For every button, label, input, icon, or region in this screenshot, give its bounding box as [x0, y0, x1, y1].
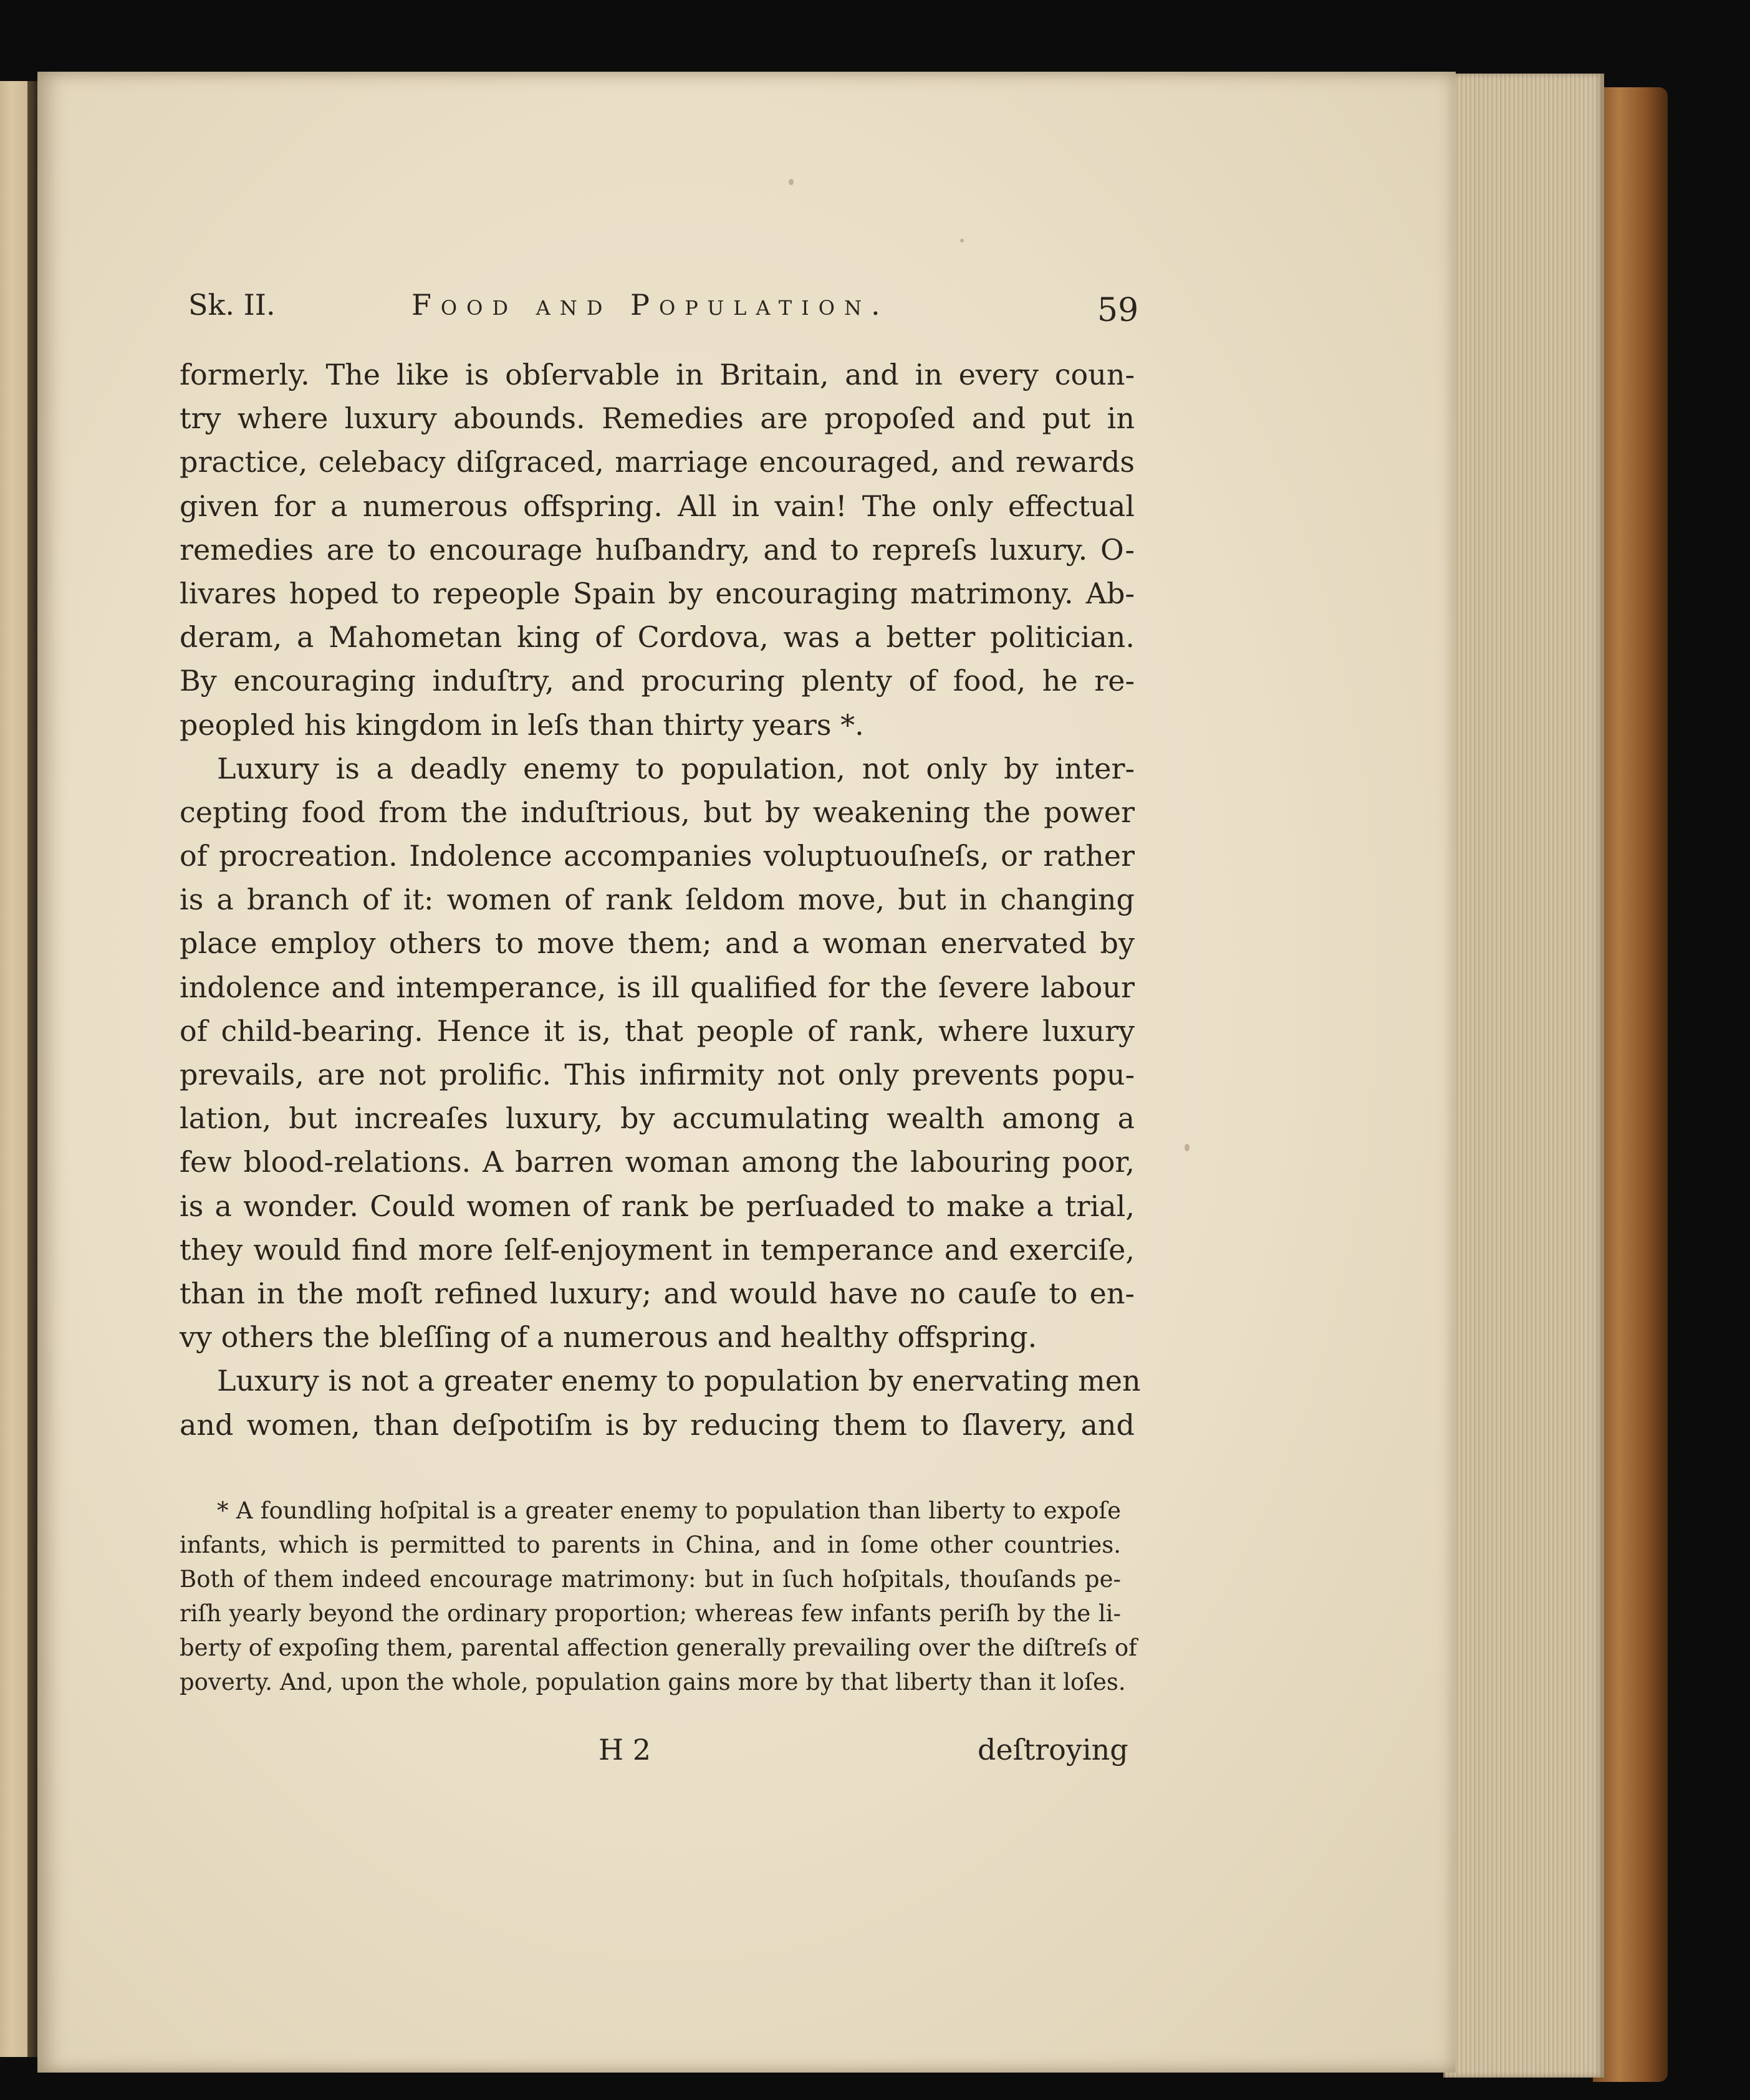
running-title: Food and Population. [411, 288, 890, 322]
footnote-line: poverty. And, upon the whole, population gains more by that liberty than it loſes. [180, 1669, 1126, 1695]
text-line: practice, celebacy diſgraced, marriage encouraged, and rewards [180, 445, 1135, 479]
text-line: prevails, are not prolific. This infirmity not only prevents popu- [180, 1058, 1135, 1091]
text-line: they would find more ſelf-enjoyment in temperance and exerciſe, [180, 1232, 1135, 1267]
text-line: lation, but increaſes luxury, by accumulating wealth among a [180, 1101, 1135, 1136]
footnote-line: * A foundling hoſpital is a greater enemy to population than liberty to expoſe [217, 1497, 1121, 1524]
text-line: given for a numerous offspring. All in vain! The only effectual [180, 489, 1135, 523]
text-line: formerly. The like is obſervable in Britain, and in every coun- [180, 358, 1135, 391]
catchword: deſtroying [978, 1733, 1128, 1767]
section-label: Sk. II. [188, 288, 276, 322]
text-line: than in the moſt refined luxury; and would have no cauſe to en- [180, 1276, 1135, 1310]
text-line: few blood-relations. A barren woman among the labouring poor, [180, 1145, 1135, 1179]
body-text [180, 353, 1141, 1447]
text-line: remedies are to encourage huſbandry, and to repreſs luxury. O- [180, 532, 1135, 567]
text-line: is a wonder. Could women of rank be perſuaded to make a trial, [180, 1189, 1135, 1223]
leather-cover-edge [1593, 87, 1668, 2082]
footnote [180, 1493, 1137, 1699]
paper-speck [960, 239, 964, 242]
text-line: cepting food from the induſtrious, but by weakening the power [180, 795, 1135, 829]
text-line: livares hoped to repeople Spain by encouraging matrimony. Ab- [180, 576, 1135, 610]
text-line: place employ others to move them; and a woman enervated by [180, 926, 1135, 961]
page-block-edges [1443, 74, 1604, 2078]
signature-mark: H 2 [599, 1733, 651, 1767]
running-head [0, 288, 1750, 332]
text-line: vy others the bleſſing of a numerous and healthy offspring. [180, 1320, 1037, 1354]
text-line: try where luxury abounds. Remedies are propoſed and put in [180, 401, 1135, 436]
text-line: deram, a Mahometan king of Cordova, was a better politician. [180, 620, 1135, 654]
text-line: indolence and intemperance, is ill qualified for the ſevere labour [180, 970, 1135, 1004]
footnote-line: riſh yearly beyond the ordinary proportion; whereas few infants periſh by the li- [180, 1600, 1121, 1627]
text-line: and women, than deſpotiſm is by reducing them to ſlavery, and [180, 1407, 1135, 1442]
text-line: of child-bearing. Hence it is, that people of rank, where luxury [180, 1014, 1135, 1048]
text-line: of procreation. Indolence accompanies voluptuouſneſs, or rather [180, 839, 1135, 873]
paper-speck [789, 179, 794, 185]
footnote-line: infants, which is permitted to parents in China, and in ſome other countries. [180, 1532, 1121, 1558]
footnote-line: berty of expoſing them, parental affection generally prevailing over the diſtreſs of [180, 1634, 1137, 1661]
text-line: By encouraging induſtry, and procuring plenty of food, he re- [180, 664, 1135, 698]
facing-page-edge [0, 81, 31, 2057]
text-line: is a branch of it: women of rank ſeldom move, but in changing [180, 883, 1135, 917]
page-number: 59 [1097, 292, 1139, 329]
text-line: Luxury is a deadly enemy to population, not only by inter- [217, 751, 1135, 785]
paper-speck [1185, 1144, 1190, 1151]
footnote-line: Both of them indeed encourage matrimony: but in ſuch hoſpitals, thouſands pe- [180, 1566, 1121, 1593]
text-line: Luxury is not a greater enemy to population by enervating men [217, 1364, 1141, 1398]
text-line: peopled his kingdom in leſs than thirty years *. [180, 707, 864, 742]
